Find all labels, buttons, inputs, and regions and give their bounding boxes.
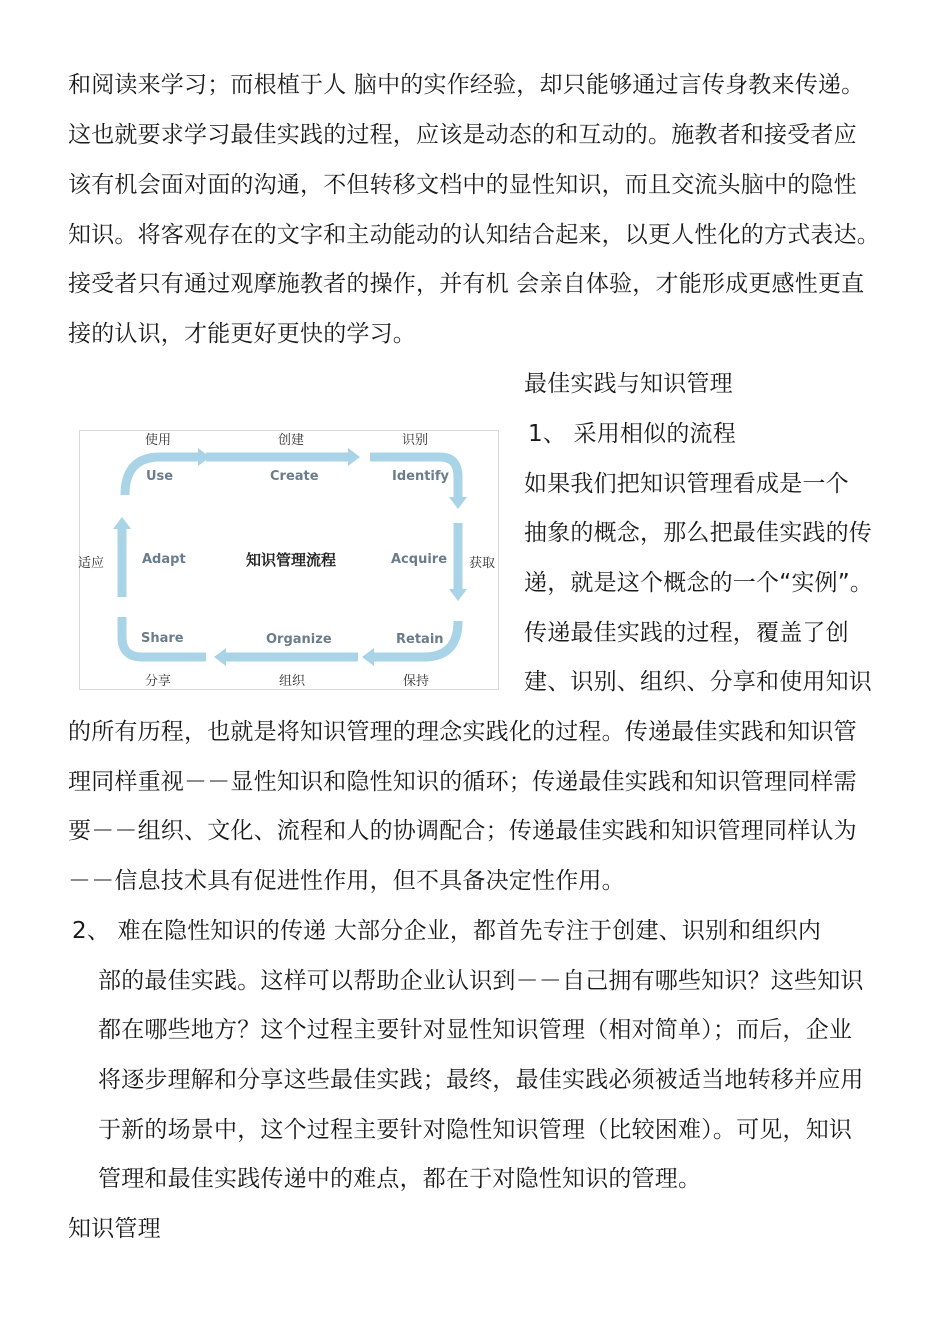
- label-identify: Identify: [392, 469, 450, 484]
- text-line: 如果我们把知识管理看成是一个: [524, 471, 849, 497]
- text-line: 于新的场景中，这个过程主要针对隐性知识管理（比较困难）。可见，知识: [98, 1117, 853, 1143]
- arrowhead-icon: [113, 517, 131, 529]
- label-adapt-zh: 适应: [78, 556, 105, 571]
- text-line: 传递最佳实践的过程，覆盖了创: [524, 620, 849, 646]
- text-line: 递，就是这个概念的一个“实例”。: [524, 570, 874, 596]
- text-line: －－信息技术具有促进性作用，但不具备决定性作用。: [68, 868, 625, 894]
- item1-heading: 1、 采用相似的流程: [528, 421, 736, 447]
- label-organize: Organize: [266, 632, 332, 647]
- text-line: 理同样重视－－显性知识和隐性知识的循环；传递最佳实践和知识管理同样需: [68, 769, 857, 795]
- arrowhead-icon: [449, 589, 467, 601]
- arrowhead-icon: [348, 448, 360, 466]
- text-line: 知识。将客观存在的文字和主动能动的认知结合起来，以更人性化的方式表达。: [68, 222, 880, 248]
- text-line: 要－－组织、文化、流程和人的协调配合；传递最佳实践和知识管理同样认为: [68, 818, 857, 844]
- arrowhead-icon: [362, 648, 374, 666]
- text-line: 的所有历程，也就是将知识管理的理念实践化的过程。传递最佳实践和知识管: [68, 719, 857, 745]
- text-line: 建、识别、组织、分享和使用知识: [524, 669, 872, 695]
- text-line: 这也就要求学习最佳实践的过程，应该是动态的和互动的。施教者和接受者应: [68, 122, 857, 148]
- section-title: 最佳实践与知识管理: [524, 371, 733, 397]
- knowledge-management-cycle-figure: [79, 430, 499, 690]
- text-line: 和阅读来学习；而根植于人 脑中的实作经验，却只能够通过言传身教来传递。: [68, 72, 865, 98]
- label-share-zh: 分享: [145, 674, 172, 689]
- item2-heading: 2、 难在隐性知识的传递 大部分企业，都首先专注于创建、识别和组织内: [72, 918, 822, 944]
- label-retain-zh: 保持: [403, 674, 430, 689]
- label-acquire-zh: 获取: [469, 556, 496, 571]
- label-share: Share: [141, 631, 184, 646]
- arrowhead-icon: [449, 497, 467, 509]
- figure-center-title: 知识管理流程: [246, 551, 337, 569]
- label-use: Use: [146, 469, 174, 484]
- label-use-zh: 使用: [145, 433, 172, 448]
- text-line: 抽象的概念，那么把最佳实践的传: [524, 520, 872, 546]
- text-line: 管理和最佳实践传递中的难点，都在于对隐性知识的管理。: [98, 1166, 702, 1192]
- text-line: 部的最佳实践。这样可以帮助企业认识到－－自己拥有哪些知识？这些知识: [98, 968, 864, 994]
- label-acquire: Acquire: [391, 552, 448, 567]
- label-create-zh: 创建: [278, 433, 305, 448]
- text-line: 将逐步理解和分享这些最佳实践；最终，最佳实践必须被适当地转移并应用: [98, 1067, 864, 1093]
- text-line: 接的认识，才能更好更快的学习。: [68, 321, 416, 347]
- arrowhead-icon: [214, 648, 226, 666]
- text-line: 该有机会面对面的沟通，不但转移文档中的显性知识，而且交流头脑中的隐性: [68, 172, 857, 198]
- label-organize-zh: 组织: [279, 674, 306, 689]
- label-identify-zh: 识别: [402, 433, 429, 448]
- label-create: Create: [270, 469, 319, 484]
- footer-heading: 知识管理: [68, 1216, 161, 1242]
- label-adapt: Adapt: [142, 552, 186, 567]
- arrowhead-icon: [198, 448, 210, 466]
- label-retain: Retain: [396, 632, 444, 647]
- text-line: 接受者只有通过观摩施教者的操作，并有机 会亲自体验，才能形成更感性更直: [68, 271, 865, 297]
- text-line: 都在哪些地方？这个过程主要针对显性知识管理（相对简单）；而后，企业: [98, 1017, 853, 1043]
